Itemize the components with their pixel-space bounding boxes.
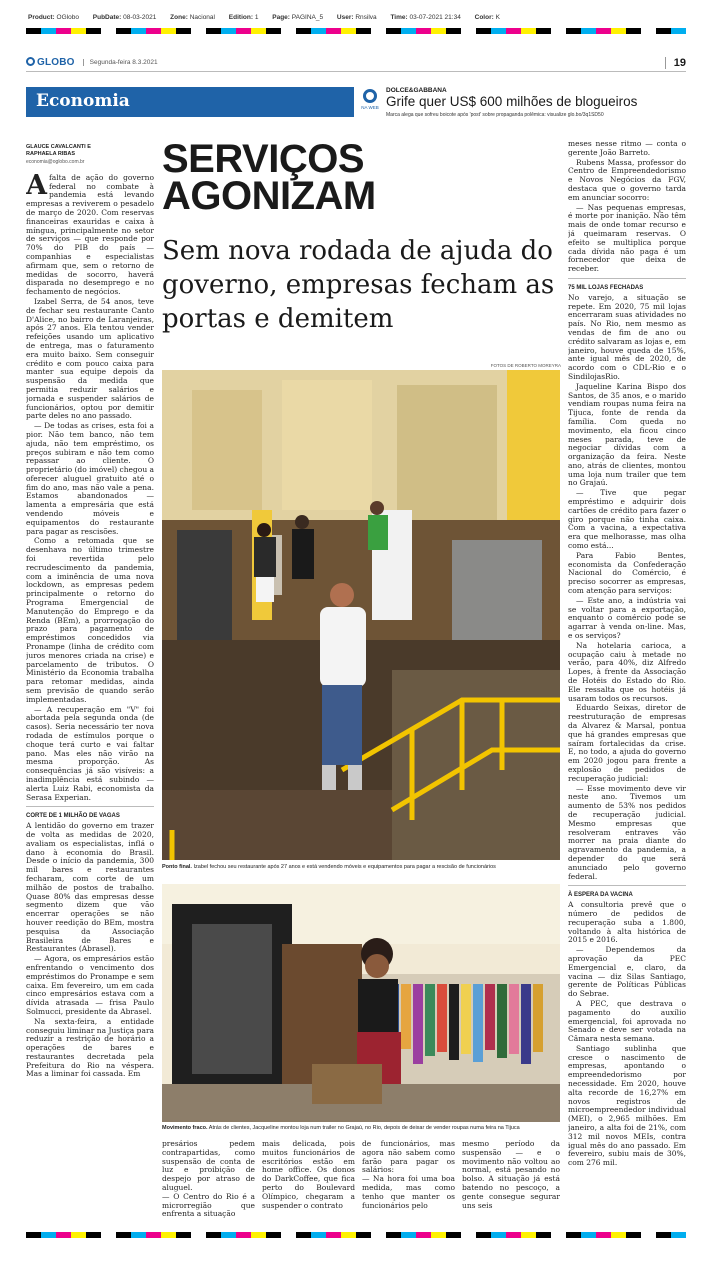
color-swatch <box>401 28 416 34</box>
color-swatch <box>41 28 56 34</box>
color-swatch <box>446 1232 461 1238</box>
article-column-5 <box>462 1140 560 1226</box>
color-swatch <box>581 1232 596 1238</box>
color-swatch <box>611 1232 626 1238</box>
color-swatch <box>206 28 221 34</box>
color-swatch <box>356 28 371 34</box>
color-swatch <box>596 28 611 34</box>
color-swatch <box>176 1232 191 1238</box>
trailer-photo <box>162 884 560 1122</box>
color-swatch <box>506 1232 521 1238</box>
color-swatch <box>401 1232 416 1238</box>
color-bar-bottom <box>26 1232 686 1238</box>
color-swatch <box>671 1232 686 1238</box>
color-swatch <box>281 1232 296 1238</box>
color-swatch <box>356 1232 371 1238</box>
color-swatch <box>71 1232 86 1238</box>
subhead: À ESPERA DA VACINA <box>568 892 633 899</box>
color-swatch <box>146 1232 161 1238</box>
paragraph: — Nas pequenas empresas, é morte por inanição. Não têm mais de onde tomar recurso e já queimaram reservas. O efeito se multiplica porque cada dívida não paga é um fornecedor que deixa de receber. <box>568 202 686 274</box>
color-swatch <box>161 1232 176 1238</box>
section-label: Economia <box>26 87 354 117</box>
circle-icon <box>363 89 377 103</box>
paragraph: Rubens Massa, professor do Centro de Empreendedorismo e Novos Negócios da FGV, destaca que o governo tarda em anunciar socorro: <box>568 157 686 202</box>
divider <box>26 806 154 807</box>
color-swatch <box>446 28 461 34</box>
byline-1: GLAUCE CAVALCANTI E <box>26 144 91 150</box>
color-swatch <box>71 28 86 34</box>
color-swatch <box>521 28 536 34</box>
paragraph: mesmo período da suspensão — e o movimento não voltou ao normal, está pesando no bolso. A situação já está batendo no pescoço, a gente consegue segurar uns seis <box>462 1140 560 1210</box>
prod-product: Product: OGlobo <box>28 14 79 21</box>
color-swatch <box>236 28 251 34</box>
color-swatch <box>56 1232 71 1238</box>
color-swatch <box>491 1232 506 1238</box>
color-swatch <box>26 28 41 34</box>
color-swatch <box>326 28 341 34</box>
color-swatch <box>641 1232 656 1238</box>
color-swatch <box>596 1232 611 1238</box>
page-number: 19 <box>665 57 686 69</box>
divider <box>568 885 686 886</box>
color-swatch <box>386 28 401 34</box>
trailer-photo-image <box>162 884 560 1122</box>
color-swatch <box>191 1232 206 1238</box>
color-swatch <box>176 28 191 34</box>
byline-2: RAPHAELA RIBAS <box>26 151 75 157</box>
paragraph: — De todas as crises, esta foi a pior. Não tem banco, não tem ajuda, não tem empréstimo, os preços subiram e não tem como repassar ao cliente. O proprietário (do imóvel) chegou a oferecer aluguel gratuito até o fim do ano, mas não vale a pena. Estamos abandonados — lamenta a empresária que está vendendo móveis e equipamentos do restaurante para pagar as rescisões. <box>26 421 154 536</box>
color-swatch <box>536 1232 551 1238</box>
paragraph: mais delicada, pois muitos funcionários de escritórios estão em home office. Os donos do DarkCoffee, que fica perto do Boulevard Olímpico, chegaram a suspender o contrato <box>262 1140 355 1210</box>
article-column-1 <box>26 144 154 1232</box>
teaser-title[interactable]: Grife quer US$ 600 milhões de blogueiros <box>386 94 638 109</box>
color-swatch <box>296 1232 311 1238</box>
color-swatch <box>221 28 236 34</box>
paragraph: — Dependemos da aprovação da PEC Emergencial e, claro, da vacina — diz Silas Santiago, gerente de Políticas Públicas do Sebrae. <box>568 945 686 999</box>
dropcap: A <box>26 169 47 201</box>
paragraph: A PEC, que destrava o pagamento do auxílio emergencial, foi aprovada no Senado e deve ser votada na Câmara nesta semana. <box>568 998 686 1044</box>
color-swatch <box>476 28 491 34</box>
color-swatch <box>191 28 206 34</box>
article-column-3 <box>262 1140 355 1226</box>
color-swatch <box>26 1232 41 1238</box>
color-swatch <box>116 28 131 34</box>
paragraph: A lentidão do governo em trazer de volta as medidas de 2020, avaliam os especialistas, inflá o dano à economia do Brasil. Desde o início da pandemia, 300 mil bares e restaurantes fecharam, com corte de um milhão de postos de trabalho. Quase 80% das empresas desse segmento dizem que vão encerrar operações se não houver reedição do BEm, mostra pesquisa da Associação Brasileira de Bares e Restaurantes (Abrasel). <box>26 821 154 954</box>
masthead <box>26 54 686 72</box>
divider <box>568 278 686 279</box>
color-swatch <box>641 28 656 34</box>
restaurant-photo-image <box>162 370 560 860</box>
color-swatch <box>281 28 296 34</box>
color-swatch <box>221 1232 236 1238</box>
photo2-caption: Movimento fraco. Atrás de clientes, Jacqueline montou loja num trailer no Grajaú, no Rio, depois de deixar de vender roupas numa feira na Tijuca <box>162 1125 520 1131</box>
paragraph: Izabel Serra, de 54 anos, teve de fechar seu restaurante Canto D'Alice, no bairro de Laranjeiras, após 27 anos. Ela tentou vender refeições usando um aplicativo de entrega, mas o faturamento era muito baixo. Sem conseguir crédito e com pouco caixa para manter sua equipe depois da suspensão da medida que permitia reduzir salários e jornada e suspender salários de funcionários, optou por demitir parte deles no ano passado. <box>26 296 154 421</box>
paragraph: — Tive que pegar empréstimo e adquirir dois cartões de crédito para fazer o giro porque não tinha caixa. Com a vacina, a expectativa era que melhorasse, mas olha como está... <box>568 488 686 551</box>
paragraph: meses nesse ritmo — conta o gerente João Barreto. <box>568 140 686 157</box>
color-swatch <box>131 28 146 34</box>
paragraph: A consultoria prevê que o número de pedidos de recuperação suba a 1.800, voltando à alta histórica de 2015 e 2016. <box>568 900 686 945</box>
article-column-4 <box>362 1140 455 1226</box>
color-swatch <box>581 28 596 34</box>
color-swatch <box>236 1232 251 1238</box>
teaser-kicker: DOLCE&GABBANA <box>386 87 447 94</box>
color-swatch <box>101 1232 116 1238</box>
color-swatch <box>251 28 266 34</box>
color-swatch <box>431 1232 446 1238</box>
color-swatch <box>566 28 581 34</box>
web-teaser-icon <box>360 87 380 117</box>
paragraph: Afalta de ação do governo federal no combate à pandemia está levando empresas a reviverem o pesadelo de março de 2020. Com reservas financeiras exauridas e caixa à míngua, principalmente no setor de serviços — que responde por 70% do PIB do país — companhias e especialistas afirmam que, sem o retorno de medidas de socorro, haverá disparada no desemprego e no fechamento de negócios. <box>26 169 154 297</box>
color-swatch <box>371 1232 386 1238</box>
color-swatch <box>461 1232 476 1238</box>
prod-color: Color: K <box>474 14 500 21</box>
logo-o-icon <box>26 57 35 66</box>
paragraph: Para Fabio Bentes, economista da Confederação Nacional do Comércio, é preciso socorrer as empresas, com atenção para serviços: <box>568 550 686 596</box>
color-swatch <box>311 1232 326 1238</box>
paragraph: Jaqueline Karina Bispo dos Santos, de 35 anos, e o marido vendiam roupas numa feira na Tijuca, fonte de renda da família. Com queda no movimento, ela ficou cinco meses parada, teve de negociar dívidas com a organização da feira. Neste ano, atrás de clientes, montou uma loja num trailer que tem no Grajaú. <box>568 381 686 488</box>
color-swatch <box>506 28 521 34</box>
web-teaser[interactable] <box>360 87 686 117</box>
paragraph: Na sexta-feira, a entidade conseguiu liminar na Justiça para reduzir a restrição de horário a operações de bares e restaurantes decretada pela Prefeitura do Rio na véspera. Mas a liminar foi cassada. Em <box>26 1016 154 1079</box>
color-swatch <box>656 1232 671 1238</box>
color-swatch <box>626 28 641 34</box>
color-swatch <box>551 1232 566 1238</box>
color-swatch <box>551 28 566 34</box>
paragraph: Como a retomada que se desenhava no último trimestre foi revertida pelo recrudescimento da pandemia, com a iminência de uma nova lockdown, as empresas pedem principalmente o retorno do Programa Emergencial de Manutenção do Emprego e da Renda (BEm), a prorrogação do prazo para pagamento de empréstimos concedidos via Pronampe (linha de crédito com juros menores criada na crise) e parcelamento de tributos. O Ministério da Economia trabalha para retomar medidas, ainda sem previsão de quando serão implementadas. <box>26 536 154 704</box>
color-swatch <box>491 28 506 34</box>
paragraph: Santiago sublinha que cresce o nascimento de empresas, apontando o empreendedorismo por necessidade. Em 2020, houve alta recorde de 16,27% em novos registros de microempreendedor individual (MEI), o 2,965 milhões. Em janeiro, a alta foi de 21%, com 312 mil novos MEIs, contra igual mês do ano passado. Em fevereiro, subiu mais de 30%, com 276 mil. <box>568 1043 686 1168</box>
color-swatch <box>86 28 101 34</box>
photo1-caption: Ponto final. Izabel fechou seu restaurante após 27 anos e está vendendo móveis e equipamentos para pagar a rescisão de funcionários <box>162 864 496 870</box>
color-swatch <box>416 28 431 34</box>
paragraph: de funcionários, mas agora não sabem como farão para pagar os salários: — Na hora foi uma boa medida, mas como tenho que manter os funcionários pelo <box>362 1140 455 1210</box>
color-swatch <box>206 1232 221 1238</box>
color-swatch <box>341 28 356 34</box>
paragraph: — Este ano, a indústria vai se voltar para a exportação, enquanto o comércio pode se agarrar à venda on-line. Mas, e os serviços? <box>568 595 686 641</box>
color-swatch <box>146 28 161 34</box>
byline-email[interactable]: economia@oglobo.com.br <box>26 159 85 165</box>
color-bar-top <box>26 28 686 34</box>
subhead: 75 MIL LOJAS FECHADAS <box>568 284 644 291</box>
oglobo-logo: GLOBO <box>26 57 75 68</box>
color-swatch <box>311 28 326 34</box>
color-swatch <box>611 28 626 34</box>
color-swatch <box>41 1232 56 1238</box>
color-swatch <box>416 1232 431 1238</box>
prod-time: Time: 03-07-2021 21:34 <box>390 14 461 21</box>
color-swatch <box>101 28 116 34</box>
color-swatch <box>386 1232 401 1238</box>
paragraph: — Esse movimento deve vir neste ano. Tivemos um aumento de 53% nos pedidos de recuperação judicial. Mesmo empresas que resolveram entraves vão morrer na praia diante do agravamento da pandemia, a depender do que será anunciado pelo governo federal. <box>568 783 686 881</box>
article-column-2 <box>162 1140 255 1226</box>
color-swatch <box>86 1232 101 1238</box>
color-swatch <box>341 1232 356 1238</box>
color-swatch <box>476 1232 491 1238</box>
prod-page: Page: PAGINA_5 <box>272 14 324 21</box>
paragraph: — A recuperação em "V" foi abortada pela segunda onda (de casos). Seria necessário ter nova rodada de estímulos porque o choque terá curto e vai faltar pano. Mas eles não virão na mesma proporção. As consequências já são visíveis: a inadimplência está subindo — alerta Luiz Rabi, economista da Serasa Experian. <box>26 704 154 802</box>
color-swatch <box>251 1232 266 1238</box>
color-swatch <box>161 28 176 34</box>
teaser-subtitle: Marca alega que sofreu boicote após 'post' sobre propaganda polêmica: visualize glo.bo/3q1SD50 <box>386 112 604 118</box>
deck: Sem nova rodada de ajuda do governo, empresas fecham as portas e demitem <box>162 236 555 334</box>
color-swatch <box>266 28 281 34</box>
color-swatch <box>266 1232 281 1238</box>
color-swatch <box>566 1232 581 1238</box>
color-swatch <box>461 28 476 34</box>
color-swatch <box>131 1232 146 1238</box>
subhead: CORTE DE 1 MILHÃO DE VAGAS <box>26 813 120 820</box>
prod-zone: Zone: Nacional <box>170 14 215 21</box>
photo-credit: FOTOS DE ROBERTO MOREYRA <box>490 363 561 368</box>
article-column-right <box>568 140 686 1228</box>
production-info <box>28 14 512 21</box>
prod-edition: Edition: 1 <box>228 14 259 21</box>
paragraph: Na hotelaria carioca, a ocupação caiu à metade no verão, para 40%, diz Alfredo Lopes, à frente da Associação de Hotéis do Estado do Rio. Ele ressalta que os hotéis já usaram todos os recursos. <box>568 640 686 703</box>
color-swatch <box>671 28 686 34</box>
color-swatch <box>371 28 386 34</box>
color-swatch <box>296 28 311 34</box>
paragraph: — Agora, os empresários estão enfrentando o vencimento dos empréstimos do Pronampe e sem caixa. Em fevereiro, um em cada cinco empresários estava com a dívida atrasada — frisa Paulo Solmucci, presidente da Abrasel. <box>26 954 154 1016</box>
color-swatch <box>656 28 671 34</box>
color-swatch <box>431 28 446 34</box>
restaurant-photo <box>162 370 560 860</box>
paragraph: No varejo, a situação se repete. Em 2020, 75 mil lojas encerraram suas atividades no país. No Rio, nem mesmo as vendas de fim de ano ou crédito salvaram as lojas e, em janeiro, houve queda de 15%, ante igual mês de 2020, de acordo com o CDL-Rio e o SindilojasRio. <box>568 292 686 381</box>
paragraph: Eduardo Seixas, diretor de reestruturação de empresas da Alvarez & Marsal, pontua que há grandes empresas que saíram fortalecidas da crise. E, no todo, a ajuda do governo em 2020 jogou para frente a explosão de pedidos de recuperação judicial: <box>568 703 686 783</box>
color-swatch <box>326 1232 341 1238</box>
prod-pubdate: PubDate: 08-03-2021 <box>92 14 157 21</box>
color-swatch <box>56 28 71 34</box>
color-swatch <box>116 1232 131 1238</box>
web-label: NA WEB <box>361 105 379 110</box>
paragraph: presários pedem contrapartidas, como suspensão de conta de luz e proibição de despejo por atraso de aluguel. — O Centro do Rio é a microrregião que enfrenta a situação <box>162 1140 255 1219</box>
issue-date: Segunda-feira 8.3.2021 <box>83 59 158 66</box>
prod-user: User: Rnsilva <box>336 14 377 21</box>
color-swatch <box>536 28 551 34</box>
color-swatch <box>626 1232 641 1238</box>
headline: SERVIÇOS AGONIZAM <box>162 137 376 218</box>
color-swatch <box>521 1232 536 1238</box>
